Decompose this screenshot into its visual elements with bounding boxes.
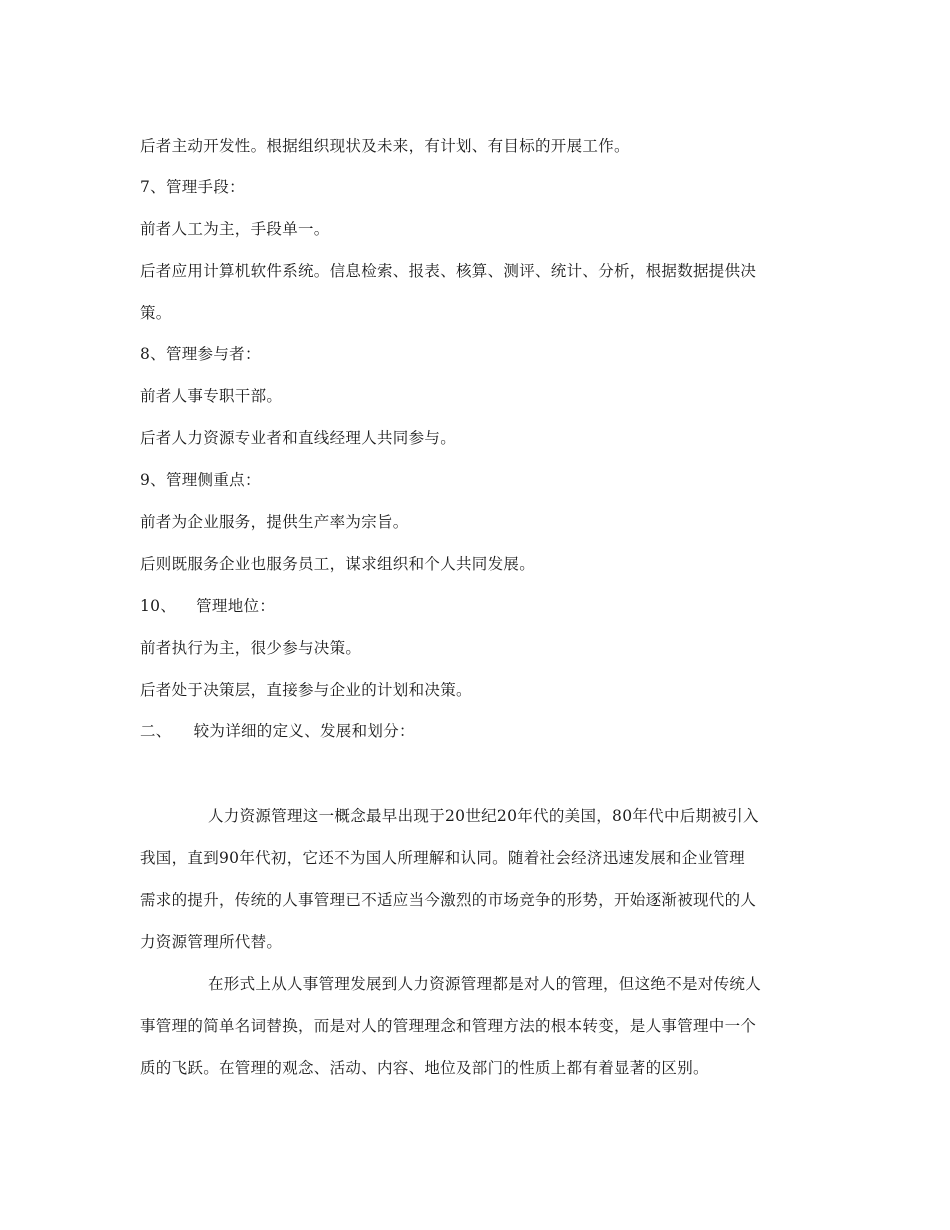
text-line: 前者人工为主，手段单一。 <box>140 220 330 238</box>
item-heading-9: 9、管理侧重点： <box>140 471 261 489</box>
paragraph-text: 在形式上从人事管理发展到人力资源管理都是对人的管理，但这绝不是对传统人 <box>208 975 762 993</box>
paragraph-line <box>140 806 810 826</box>
item-heading-10 <box>140 596 810 616</box>
paragraph-text: 人力资源管理这一概念最早出现于20世纪20年代的美国，80年代中后期被引入 <box>208 807 759 825</box>
text-line: 后者应用计算机软件系统。信息检索、报表、核算、测评、统计、分析，根据数据提供决 <box>140 262 757 280</box>
section-heading <box>140 721 810 741</box>
text-line: 后者处于决策层，直接参与企业的计划和决策。 <box>140 681 472 699</box>
item-number: 10、 <box>140 597 177 615</box>
text-line: 前者人事专职干部。 <box>140 387 283 405</box>
paragraph-line <box>140 974 810 994</box>
text-line: 策。 <box>140 304 172 322</box>
text-line: 前者执行为主，很少参与决策。 <box>140 639 362 657</box>
paragraph-line: 质的飞跃。在管理的观念、活动、内容、地位及部门的性质上都有着显著的区别。 <box>140 1059 709 1077</box>
paragraph-line: 需求的提升，传统的人事管理已不适应当今激烈的市场竞争的形势，开始逐渐被现代的人 <box>140 891 757 909</box>
item-heading-7: 7、管理手段： <box>140 178 245 196</box>
item-title: 管理地位： <box>196 597 276 615</box>
paragraph-line: 我国，直到90年代初，它还不为国人所理解和认同。随着社会经济迅速发展和企业管理 <box>140 849 745 867</box>
text-line: 后则既服务企业也服务员工，谋求组织和个人共同发展。 <box>140 555 536 573</box>
text-line: 后者主动开发性。根据组织现状及未来，有计划、有目标的开展工作。 <box>140 137 630 155</box>
section-number: 二、 <box>140 722 172 740</box>
text-line: 前者为企业服务，提供生产率为宗旨。 <box>140 513 409 531</box>
item-heading-8: 8、管理参与者： <box>140 345 261 363</box>
paragraph-line: 力资源管理所代替。 <box>140 933 283 951</box>
section-title: 较为详细的定义、发展和划分： <box>193 722 415 740</box>
text-line: 后者人力资源专业者和直线经理人共同参与。 <box>140 429 457 447</box>
paragraph-line: 事管理的简单名词替换，而是对人的管理理念和管理方法的根本转变，是人事管理中一个 <box>140 1017 757 1035</box>
